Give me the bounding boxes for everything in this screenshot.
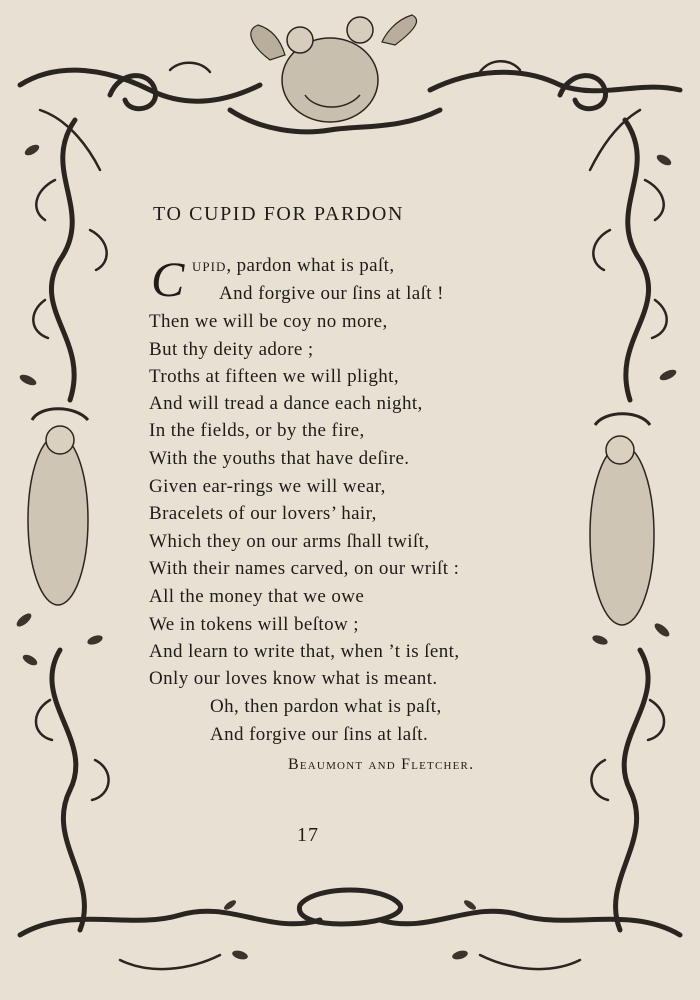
poem-line (192, 255, 395, 277)
caryatid-figure-icon (28, 409, 88, 605)
poem-line: In the fields, or by the fire, (149, 420, 365, 441)
poem-line: Troths at fifteen we will plight, (149, 366, 399, 387)
poem-line: Then we will be coy no more, (149, 311, 388, 332)
bottom-scroll-icon (20, 890, 680, 935)
poem-line: With the youths that have deſire. (149, 448, 410, 469)
poem-line: And forgive our ſins at laſt. (210, 724, 429, 745)
caryatid-figure-icon (590, 414, 654, 625)
poem-line: And forgive our ſins at laſt ! (219, 283, 444, 304)
cherubs-icon (251, 15, 417, 122)
poem-line: But thy deity adore ; (149, 339, 314, 360)
poem-line: With their names carved, on our wriſt : (149, 558, 460, 579)
poem-line: Only our loves know what is meant. (149, 668, 438, 689)
first-line-rest: , pardon what is paſt, (226, 255, 395, 276)
page-number: 17 (297, 824, 319, 846)
drop-cap: C (151, 251, 185, 307)
poem-line: Which they on our arms ſhall twiſt, (149, 531, 430, 552)
poem-line: And learn to write that, when ’t is ſent, (149, 641, 460, 662)
first-word-small-caps: upid (192, 255, 227, 276)
poem-title: TO CUPID FOR PARDON (153, 203, 405, 225)
poem-line: And will tread a dance each night, (149, 393, 423, 414)
poem-line: Oh, then pardon what is paſt, (210, 696, 442, 717)
poem-line: Bracelets of our lovers’ hair, (149, 503, 377, 524)
poem-line: Given ear-rings we will wear, (149, 476, 386, 497)
attribution: Beaumont and Fletcher. (288, 756, 475, 773)
poem-line: We in tokens will beſtow ; (149, 614, 359, 635)
poem-line: All the money that we owe (149, 586, 365, 607)
